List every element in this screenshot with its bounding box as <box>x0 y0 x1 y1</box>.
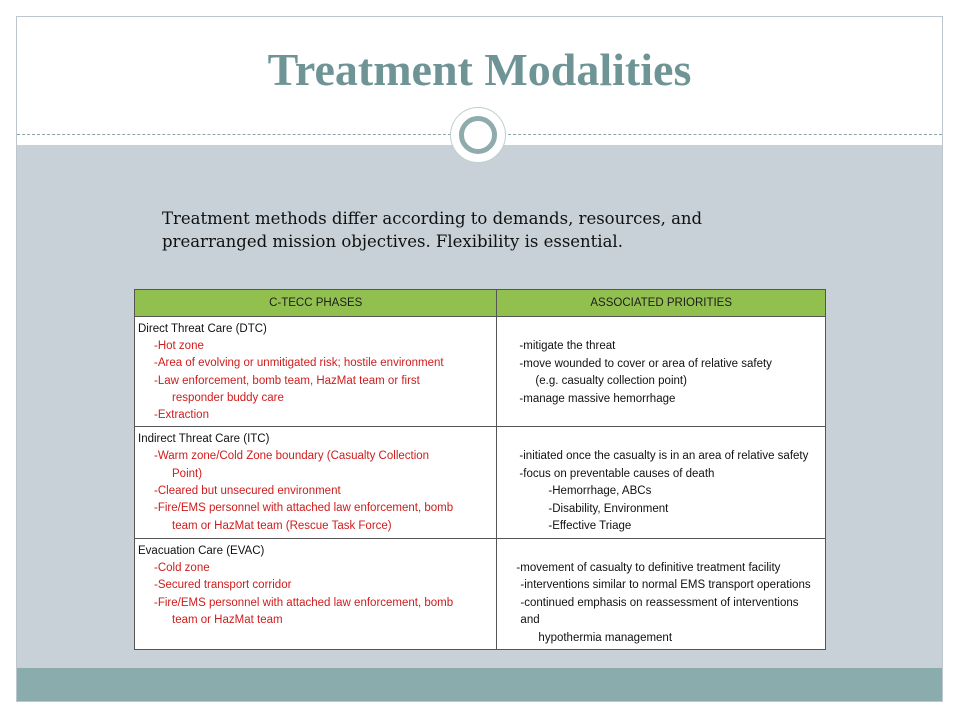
priority-line: -focus on preventable causes of death <box>519 467 715 480</box>
priorities-cell <box>497 538 826 650</box>
header-priorities: ASSOCIATED PRIORITIES <box>497 290 826 317</box>
table-row <box>135 427 826 539</box>
priority-line: -continued emphasis on reassessment of interventions and <box>520 596 799 627</box>
header-phases: C-TECC PHASES <box>135 290 497 317</box>
priority-line: -Hemorrhage, ABCs <box>548 485 652 498</box>
priority-line: -Disability, Environment <box>548 502 669 515</box>
table-row <box>135 538 826 650</box>
slide-title: Treatment Modalities <box>267 44 692 95</box>
phases-table <box>134 289 826 650</box>
detail-line: Point) <box>172 467 203 480</box>
phase-cell <box>135 427 497 539</box>
phase-name: Direct Threat Care (DTC) <box>138 323 267 335</box>
phase-name: Indirect Threat Care (ITC) <box>138 433 270 446</box>
priority-line: -movement of casualty to definitive treatment facility <box>516 561 781 574</box>
detail-line: -Secured transport corridor <box>154 579 292 592</box>
priority-line: -move wounded to cover or area of relative safety <box>519 357 772 370</box>
phase-details <box>138 448 491 534</box>
detail-line: -Area of evolving or unmitigated risk; hostile environment <box>154 357 444 370</box>
detail-line: team or HazMat team (Rescue Task Force) <box>172 519 392 532</box>
priority-line: -initiated once the casualty is in an area of relative safety <box>519 450 809 463</box>
table-row <box>135 317 826 427</box>
detail-line: -Fire/EMS personnel with attached law enforcement, bomb <box>154 596 454 609</box>
phase-cell <box>135 538 497 650</box>
slide-frame <box>16 16 943 702</box>
phase-details <box>138 338 491 424</box>
detail-line: -Law enforcement, bomb team, HazMat team or first <box>154 374 420 387</box>
detail-line: -Cold zone <box>154 561 210 574</box>
intro-text: Treatment methods differ according to demands, resources, and prearranged mission objectives. Flexibility is essential. <box>162 209 703 251</box>
phase-name: Evacuation Care (EVAC) <box>138 544 265 557</box>
priority-line: -interventions similar to normal EMS transport operations <box>520 579 811 592</box>
priority-line: -Effective Triage <box>548 520 632 533</box>
detail-line: -Warm zone/Cold Zone boundary (Casualty Collection <box>154 450 430 463</box>
priority-line: -mitigate the threat <box>519 340 616 352</box>
priority-line: hypothermia management <box>538 631 673 644</box>
detail-line: responder buddy care <box>172 391 284 404</box>
detail-line: team or HazMat team <box>172 613 283 626</box>
priority-line: -manage massive hemorrhage <box>519 392 676 405</box>
priorities-cell <box>497 317 826 427</box>
footer-band <box>17 668 942 701</box>
detail-line: -Hot zone <box>154 340 204 352</box>
priority-line: (e.g. casualty collection point) <box>535 375 687 387</box>
phase-details <box>138 560 491 629</box>
detail-line: -Cleared but unsecured environment <box>154 485 341 498</box>
detail-line: -Fire/EMS personnel with attached law enforcement, bomb <box>154 502 454 515</box>
table-header-row <box>135 290 826 317</box>
priorities-cell <box>497 427 826 539</box>
detail-line: -Extraction <box>154 409 209 422</box>
decorative-ring-icon <box>459 116 497 154</box>
phase-cell <box>135 317 497 427</box>
